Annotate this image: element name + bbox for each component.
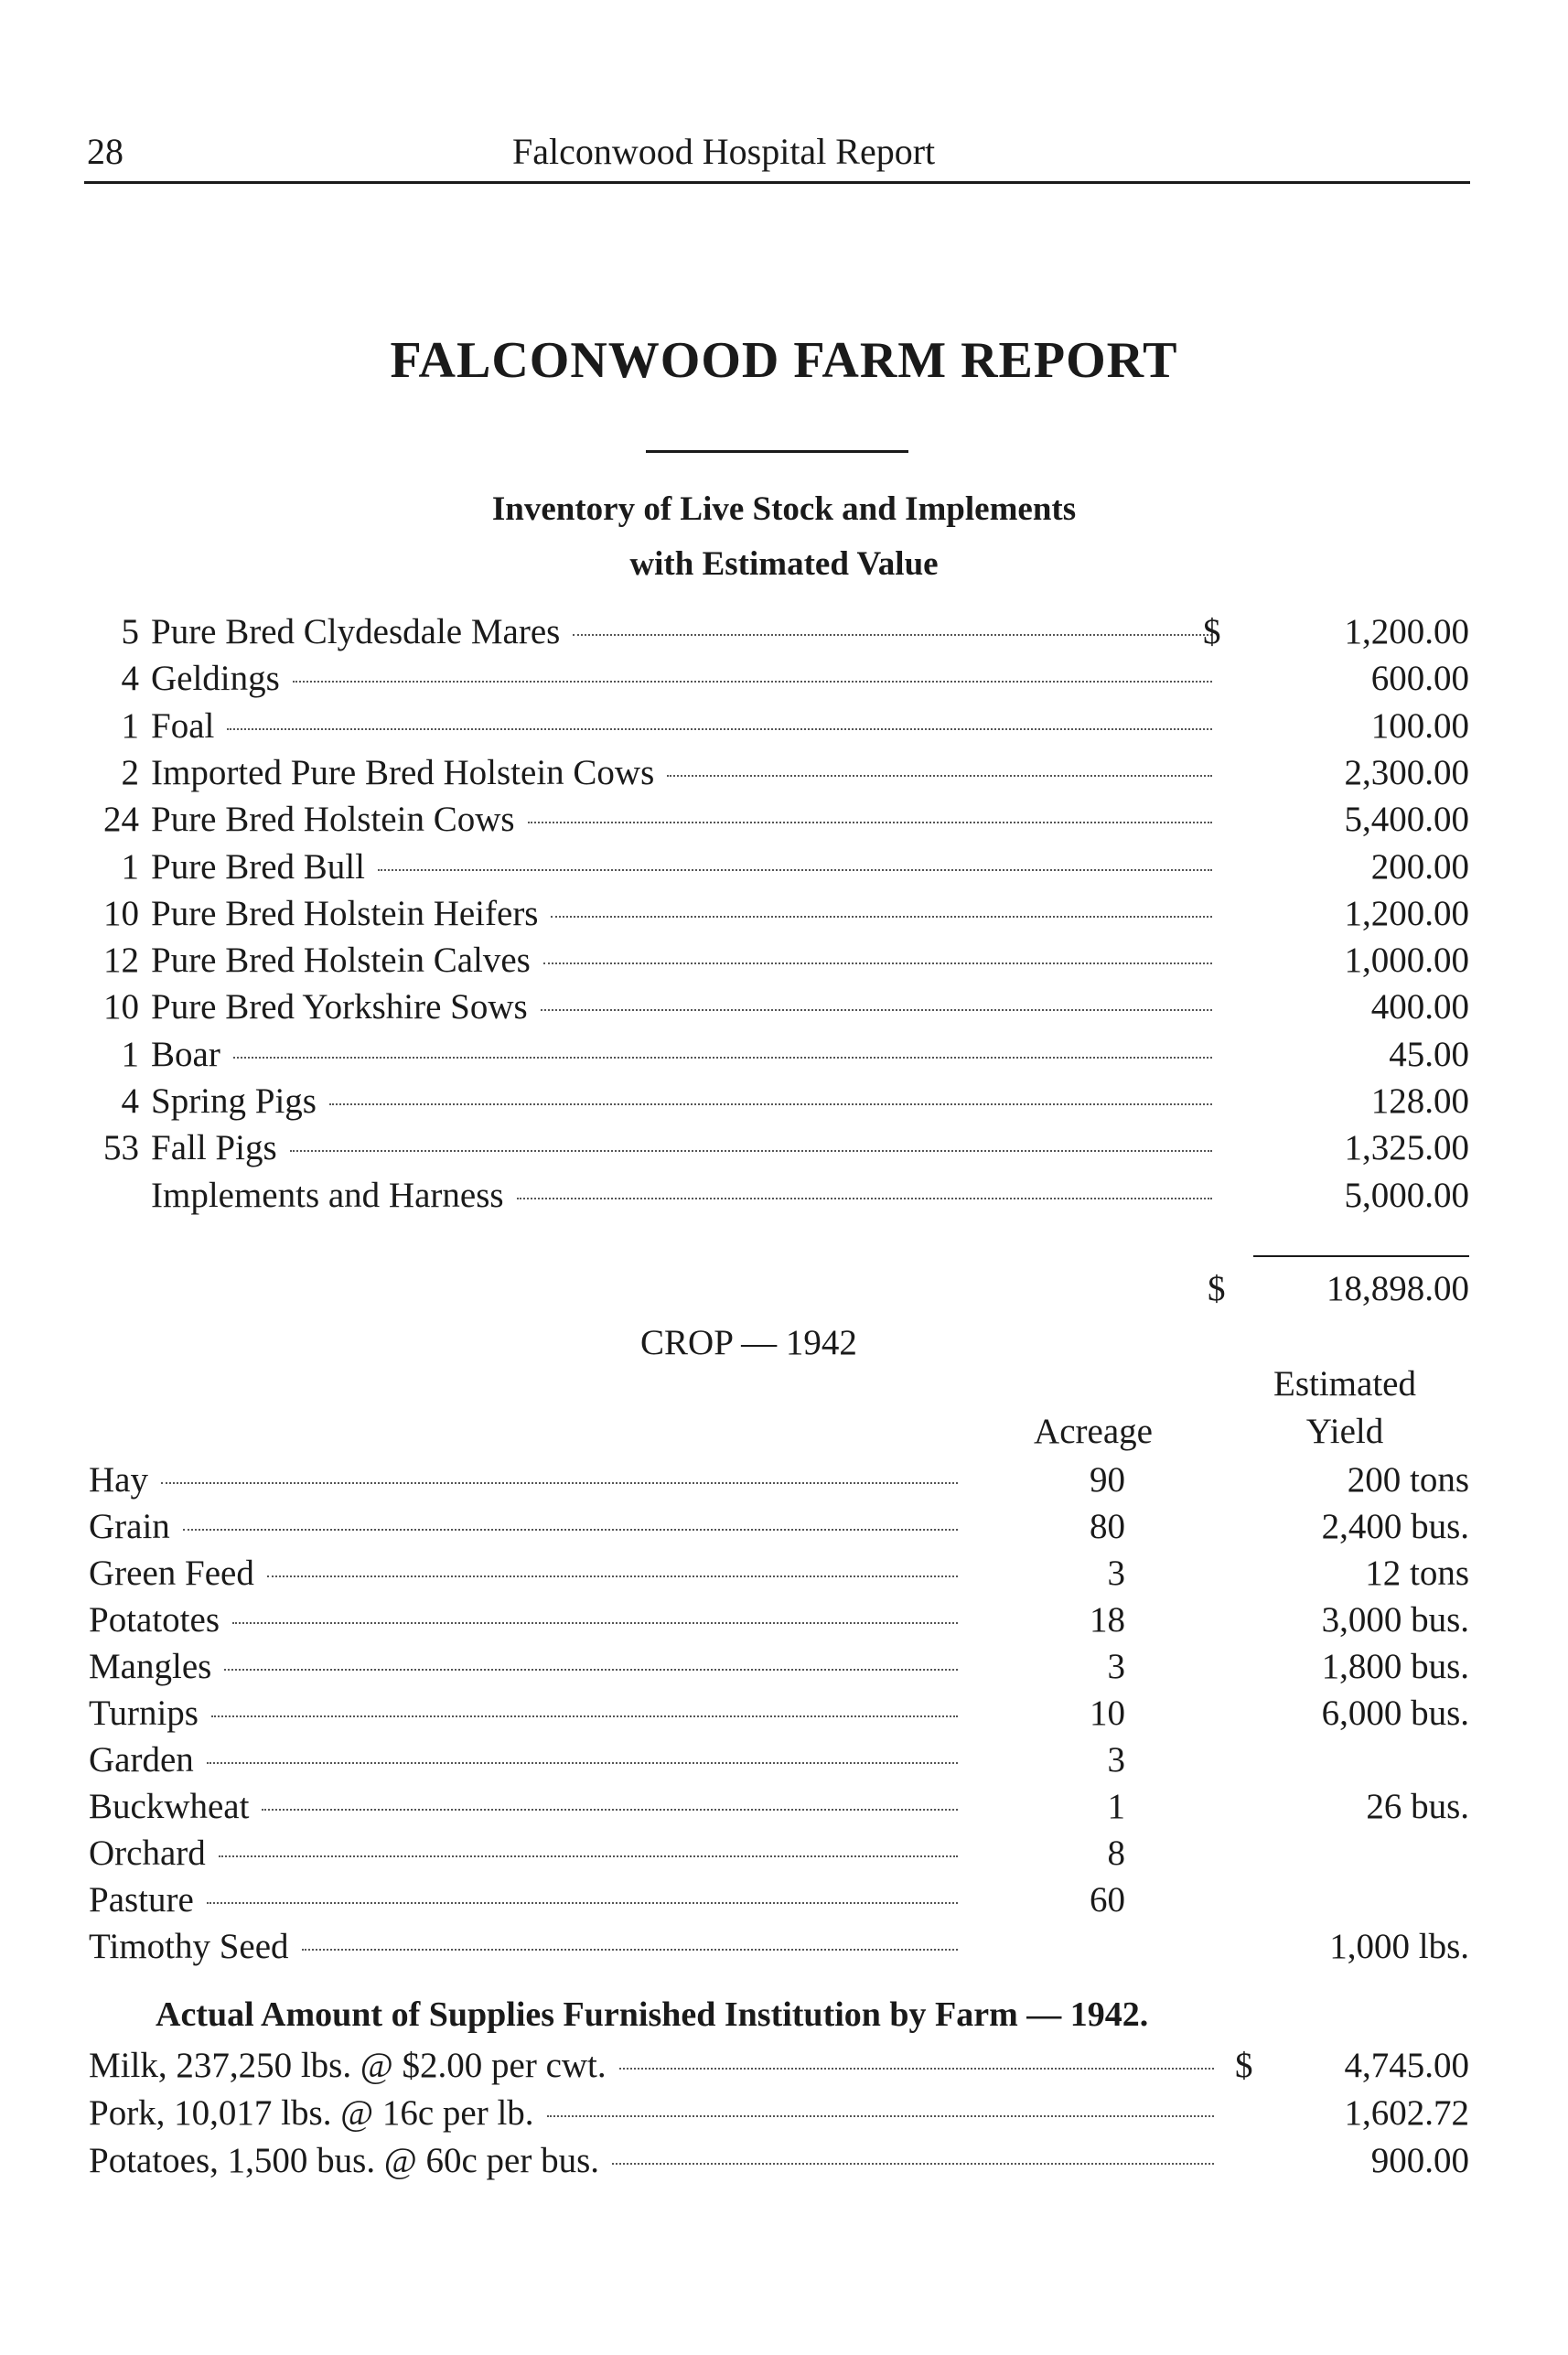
crop-label-wrap [89,1783,958,1831]
crop-yield: 200 tons [1347,1460,1469,1500]
crop-acreage: 3 [1107,1647,1125,1686]
crop-label-wrap [89,1830,958,1877]
inventory-item-label-wrap [151,749,1212,797]
inventory-value: 1,200.00 [1344,612,1469,651]
inventory-row [0,703,1568,750]
inventory-row [0,984,1568,1031]
dot-leader [224,1669,958,1671]
supplies-label-wrap [89,2137,1214,2185]
inventory-qty: 10 [103,987,139,1027]
inventory-value: 400.00 [1370,987,1469,1027]
inventory-item-label-wrap [151,608,1212,656]
inventory-item-label-wrap [151,984,1212,1031]
inventory-item-label: Implements and Harness [151,1175,504,1215]
dot-leader [233,1057,1212,1059]
inventory-value: 128.00 [1370,1081,1469,1121]
crop-label-wrap [89,1597,958,1644]
inventory-qty: 1 [121,846,139,887]
crop-row [0,1597,1568,1644]
inventory-row [0,844,1568,891]
inventory-qty: 53 [103,1128,139,1168]
inventory-value: 2,300.00 [1344,752,1469,792]
inventory-row [0,890,1568,938]
inventory-item-label-wrap [151,1172,1212,1220]
inventory-item-label: Foal [151,705,215,746]
inventory-qty: 10 [103,893,139,933]
crop-label-wrap [89,1737,958,1784]
dot-leader [227,728,1212,730]
dot-leader [612,2163,1214,2165]
crop-yield: 26 bus. [1366,1787,1469,1826]
crop-row [0,1503,1568,1551]
dot-leader [211,1715,958,1717]
inventory-item-label: Pure Bred Holstein Heifers [151,893,539,933]
dot-leader [183,1529,958,1531]
crop-yield: 12 tons [1365,1554,1469,1593]
inventory-row [0,937,1568,984]
crop-label-wrap [89,1643,958,1691]
crop-yield: 2,400 bus. [1321,1507,1469,1546]
crop-acreage: 80 [1090,1507,1125,1546]
inventory-item-label: Pure Bred Bull [151,846,365,887]
inventory-row [0,1031,1568,1079]
dot-leader [161,1482,958,1484]
crop-row [0,1923,1568,1971]
crop-row [0,1737,1568,1784]
crop-row [0,1550,1568,1597]
crop-row [0,1643,1568,1691]
inventory-item-label-wrap [151,1031,1212,1079]
col-yield: Yield [1305,1412,1384,1451]
crop-label-wrap [89,1876,958,1924]
dot-leader [262,1809,958,1811]
crop-label: Potatotes [89,1600,220,1640]
dot-leader [302,1949,958,1951]
inventory-value: 5,000.00 [1344,1175,1469,1215]
inventory-item-label-wrap [151,844,1212,891]
dot-leader [232,1622,958,1624]
crop-acreage: 3 [1107,1554,1125,1593]
dot-leader [667,775,1212,777]
total-currency-symbol: $ [1208,1269,1226,1308]
inventory-qty: 12 [103,941,139,981]
inventory-value: 5,400.00 [1344,800,1469,840]
crop-label: Green Feed [89,1554,254,1593]
inventory-row [0,796,1568,844]
crop-row [0,1876,1568,1924]
dot-leader [207,1762,958,1764]
inventory-item-label-wrap [151,655,1212,703]
supplies-value: 1,602.72 [1344,2093,1469,2133]
inventory-qty: 1 [121,705,139,746]
crop-row [0,1783,1568,1831]
inventory-value: 1,200.00 [1344,893,1469,933]
title-divider [646,450,908,453]
running-title: Falconwood Hospital Report [512,131,936,172]
crop-label: Buckwheat [89,1787,250,1826]
inventory-qty: 4 [121,659,139,699]
inventory-item-label: Spring Pigs [151,1081,317,1121]
inventory-item-label-wrap [151,1124,1212,1172]
crop-yield: 1,000 lbs. [1329,1927,1469,1966]
col-acreage: Acreage [1034,1412,1153,1451]
crop-yield: 3,000 bus. [1321,1600,1469,1640]
inventory-row [0,1172,1568,1220]
inventory-item-label-wrap [151,796,1212,844]
currency-symbol: $ [1235,2046,1253,2085]
crop-row [0,1830,1568,1877]
page-number: 28 [87,131,124,172]
inventory-item-label: Fall Pigs [151,1128,277,1168]
dot-leader [517,1198,1212,1199]
dot-leader [547,2115,1214,2117]
crop-label-wrap [89,1923,958,1971]
supplies-value: 4,745.00 [1344,2046,1469,2085]
inventory-qty: 4 [121,1081,139,1121]
inventory-row [0,608,1568,656]
inventory-subtitle-line2: with Estimated Value [629,545,939,583]
inventory-row [0,655,1568,703]
inventory-item-label-wrap [151,703,1212,750]
supplies-row [0,2090,1568,2137]
inventory-item-label: Pure Bred Yorkshire Sows [151,987,528,1027]
supplies-label-wrap [89,2042,1214,2090]
crop-label: Hay [89,1460,148,1500]
supplies-row [0,2042,1568,2090]
dot-leader [551,916,1212,918]
inventory-item-label-wrap [151,890,1212,938]
header-rule [84,181,1470,184]
crop-label-wrap [89,1690,958,1737]
inventory-value: 1,325.00 [1344,1128,1469,1168]
col-estimated: Estimated [1273,1364,1416,1403]
supplies-label: Pork, 10,017 lbs. @ 16c per lb. [89,2093,534,2133]
crop-acreage: 60 [1090,1880,1125,1919]
inventory-row [0,1078,1568,1125]
dot-leader [290,1150,1212,1152]
inventory-total: 18,898.00 [1326,1269,1469,1308]
crop-title: CROP — 1942 [640,1323,857,1362]
crop-acreage: 18 [1090,1600,1125,1640]
crop-acreage: 8 [1107,1833,1125,1873]
crop-yield: 1,800 bus. [1321,1647,1469,1686]
crop-acreage: 90 [1090,1460,1125,1500]
dot-leader [378,869,1212,871]
dot-leader [573,634,1212,636]
inventory-row [0,1124,1568,1172]
inventory-qty: 24 [103,800,139,840]
inventory-item-label: Pure Bred Clydesdale Mares [151,612,561,651]
crop-label: Garden [89,1740,194,1780]
inventory-total-row [0,1265,1568,1313]
page-title: FALCONWOOD FARM REPORT [390,332,1178,389]
inventory-item-label-wrap [151,1078,1212,1125]
dot-leader [541,1009,1212,1011]
crop-label: Pasture [89,1880,194,1919]
dot-leader [267,1575,958,1577]
inventory-qty: 5 [121,612,139,651]
inventory-value: 100.00 [1370,705,1469,746]
inventory-item-label: Boar [151,1034,220,1074]
inventory-qty: 2 [121,752,139,792]
crop-acreage: 1 [1107,1787,1125,1826]
inventory-value: 600.00 [1370,659,1469,699]
supplies-title: Actual Amount of Supplies Furnished Institution by Farm — 1942. [156,1995,1149,2034]
supplies-value: 900.00 [1370,2141,1469,2180]
dot-leader [543,962,1212,964]
inventory-qty: 1 [121,1034,139,1074]
crop-label-wrap [89,1457,958,1504]
dot-leader [619,2068,1214,2070]
total-rule [1253,1255,1469,1257]
dot-leader [293,681,1212,683]
supplies-label: Potatoes, 1,500 bus. @ 60c per bus. [89,2141,600,2180]
supplies-label: Milk, 237,250 lbs. @ $2.00 per cwt. [89,2046,607,2085]
inventory-item-label-wrap [151,937,1212,984]
crop-label: Mangles [89,1647,212,1686]
inventory-subtitle-line1: Inventory of Live Stock and Implements [491,490,1077,528]
currency-symbol: $ [1203,612,1221,651]
crop-acreage: 10 [1090,1694,1125,1733]
supplies-row [0,2137,1568,2185]
dot-leader [329,1103,1212,1105]
crop-yield: 6,000 bus. [1321,1694,1469,1733]
crop-label-wrap [89,1503,958,1551]
inventory-value: 1,000.00 [1344,941,1469,981]
crop-row [0,1457,1568,1504]
crop-label: Turnips [89,1694,199,1733]
crop-label: Grain [89,1507,170,1546]
crop-label: Orchard [89,1833,206,1873]
supplies-label-wrap [89,2090,1214,2137]
inventory-value: 200.00 [1370,846,1469,887]
inventory-item-label: Pure Bred Holstein Calves [151,941,531,981]
crop-label-wrap [89,1550,958,1597]
dot-leader [219,1855,958,1857]
inventory-value: 45.00 [1389,1034,1469,1074]
inventory-item-label: Imported Pure Bred Holstein Cows [151,752,655,792]
inventory-item-label: Geldings [151,659,280,699]
crop-label: Timothy Seed [89,1927,289,1966]
dot-leader [528,822,1212,823]
dot-leader [207,1902,958,1904]
crop-acreage: 3 [1107,1740,1125,1780]
inventory-item-label: Pure Bred Holstein Cows [151,800,515,840]
crop-row [0,1690,1568,1737]
inventory-row [0,749,1568,797]
